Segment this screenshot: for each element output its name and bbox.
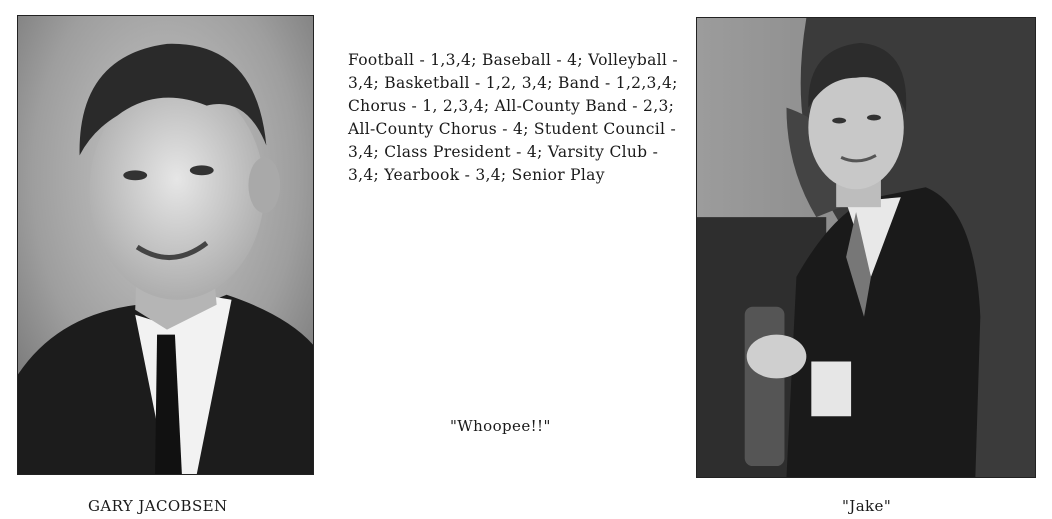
student-name-caption: GARY JACOBSEN	[88, 497, 228, 515]
nickname-caption: "Jake"	[842, 497, 892, 515]
candid-image	[697, 18, 1035, 477]
activities-list: Football - 1,3,4; Baseball - 4; Volleyball - 3,4; Basketball - 1,2, 3,4; Band - 1,2,3,4; Chorus - 1, 2,3,4; All-County Band - 2,3; All-County Chorus - 4; Student Council - 3,4; Class President - 4; Varsity Club - 3,4; Yearbook - 3,4; Senior Play	[348, 51, 678, 184]
portrait-image	[18, 16, 313, 474]
senior-quote: "Whoopee!!"	[450, 417, 551, 435]
candid-photo	[696, 17, 1036, 478]
senior-portrait-photo	[17, 15, 314, 475]
